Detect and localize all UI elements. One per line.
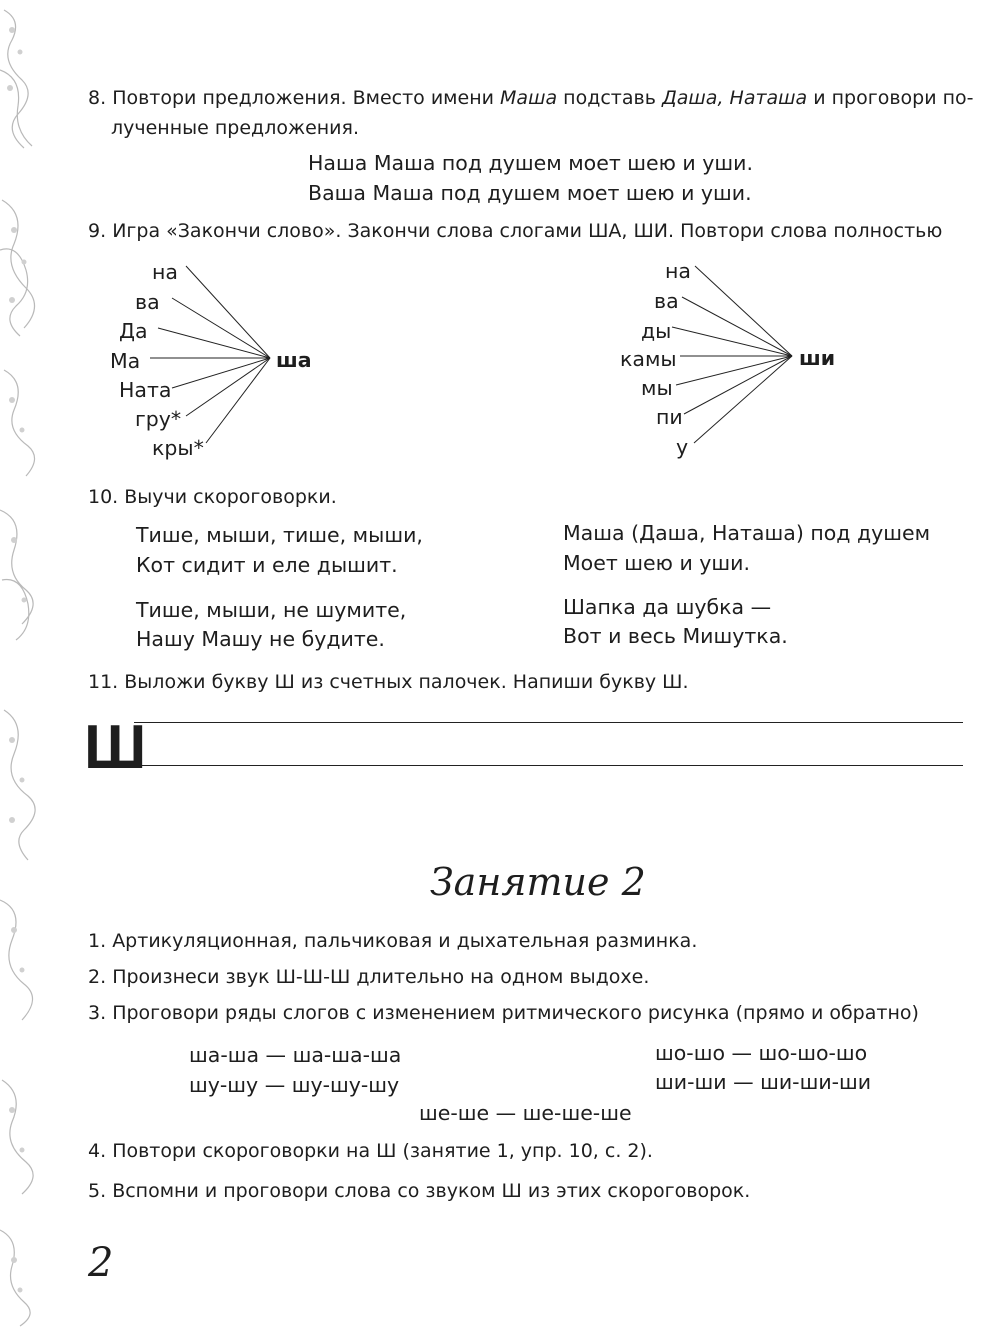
exercise-8-names-sub: Даша, Наташа [661, 87, 808, 109]
writing-line-top [134, 722, 963, 723]
lesson-2-title: Занятие 2 [430, 860, 646, 904]
item-3-number: 3. [88, 1002, 107, 1024]
syllable-row-she: ше-ше — ше-ше-ше [419, 1101, 632, 1125]
right-stem-4: камы [620, 347, 677, 371]
item-4-text: Повтори скороговорки на Ш (занятие 1, упр. 10, с. 2). [112, 1140, 653, 1162]
exercise-10 [88, 485, 337, 509]
exercise-8-text-b: подставь [557, 87, 662, 109]
syllable-row-shi: ши-ши — ши-ши-ши [655, 1070, 872, 1094]
left-stem-1: на [152, 260, 178, 284]
syllable-row-sha: ша-ша — ша-ша-ша [189, 1043, 402, 1067]
left-syllable-sha: ша [276, 348, 312, 372]
item-2-text: Произнеси звук Ш-Ш-Ш длительно на одном выдохе. [112, 966, 650, 988]
exercise-8-number: 8. [88, 87, 107, 109]
rhyme-2-line-1: Тише, мыши, не шумите, [136, 598, 407, 622]
item-5-text: Вспомни и проговори слова со звуком Ш из этих скороговорок. [112, 1180, 751, 1202]
rhyme-1-line-2: Кот сидит и еле дышит. [136, 553, 398, 577]
exercise-8-sentence-1: Наша Маша под душем моет шею и уши. [308, 151, 753, 175]
right-stem-6: пи [656, 405, 683, 429]
rhyme-4-line-2: Вот и весь Мишутка. [563, 624, 788, 648]
lesson-2-item-4 [88, 1139, 653, 1163]
item-1-text: Артикуляционная, пальчиковая и дыхательная разминка. [112, 930, 698, 952]
page-number: 2 [88, 1240, 114, 1286]
exercise-8-sentence-2: Ваша Маша под душем моет шею и уши. [308, 181, 752, 205]
left-stem-7: кры* [152, 436, 204, 460]
right-stem-7: у [676, 435, 689, 459]
item-1-number: 1. [88, 930, 107, 952]
syllable-row-sho: шо-шо — шо-шо-шо [655, 1041, 868, 1065]
lesson-2-item-3 [88, 1001, 919, 1025]
letter-sha-sample: Ш [84, 713, 147, 782]
writing-line-bottom [134, 765, 963, 766]
lesson-2-item-2 [88, 965, 649, 989]
item-4-number: 4. [88, 1140, 107, 1162]
exercise-8-text-c: и проговори по- [807, 87, 974, 109]
right-stem-3: ды [641, 319, 672, 343]
left-stem-5: Ната [119, 378, 172, 402]
exercise-11-text: Выложи букву Ш из счетных палочек. Напиши букву Ш. [124, 671, 689, 693]
item-3-text: Проговори ряды слогов с изменением ритмического рисунка (прямо и обратно) [112, 1002, 919, 1024]
left-stem-2: ва [135, 290, 160, 314]
rhyme-4-line-1: Шапка да шубка — [563, 595, 772, 619]
exercise-10-text: Выучи скороговорки. [124, 486, 337, 508]
exercise-8-text-a: Повтори предложения. Вместо имени [112, 87, 501, 109]
right-stem-5: мы [641, 376, 673, 400]
syllable-row-shu: шу-шу — шу-шу-шу [189, 1073, 400, 1097]
exercise-11-number: 11. [88, 671, 119, 693]
right-syllable-shi: ши [799, 346, 836, 370]
rhyme-3-line-2: Моет шею и уши. [563, 551, 751, 575]
left-stem-3: Да [119, 319, 148, 343]
right-stem-2: ва [654, 289, 679, 313]
lesson-2-item-1 [88, 929, 697, 953]
exercise-8-line2: лученные предложения. [111, 117, 360, 139]
rhyme-3-line-1: Маша (Даша, Наташа) под душем [563, 521, 931, 545]
exercise-9-number: 9. [88, 220, 107, 242]
left-stem-4: Ма [110, 349, 141, 373]
exercise-9-text: Игра «Закончи слово». Закончи слова слогами ША, ШИ. Повтори слова полностью [112, 220, 943, 242]
left-fan-lines [0, 0, 1000, 470]
right-stem-1: на [665, 259, 691, 283]
exercise-10-number: 10. [88, 486, 119, 508]
lesson-2-item-5 [88, 1179, 750, 1203]
rhyme-2-line-2: Нашу Машу не будите. [136, 627, 385, 651]
item-2-number: 2. [88, 966, 107, 988]
rhyme-1-line-1: Тише, мыши, тише, мыши, [136, 523, 423, 547]
exercise-8-name: Маша [500, 87, 558, 109]
left-stem-6: гру* [135, 407, 182, 431]
exercise-11 [88, 670, 689, 694]
item-5-number: 5. [88, 1180, 107, 1202]
